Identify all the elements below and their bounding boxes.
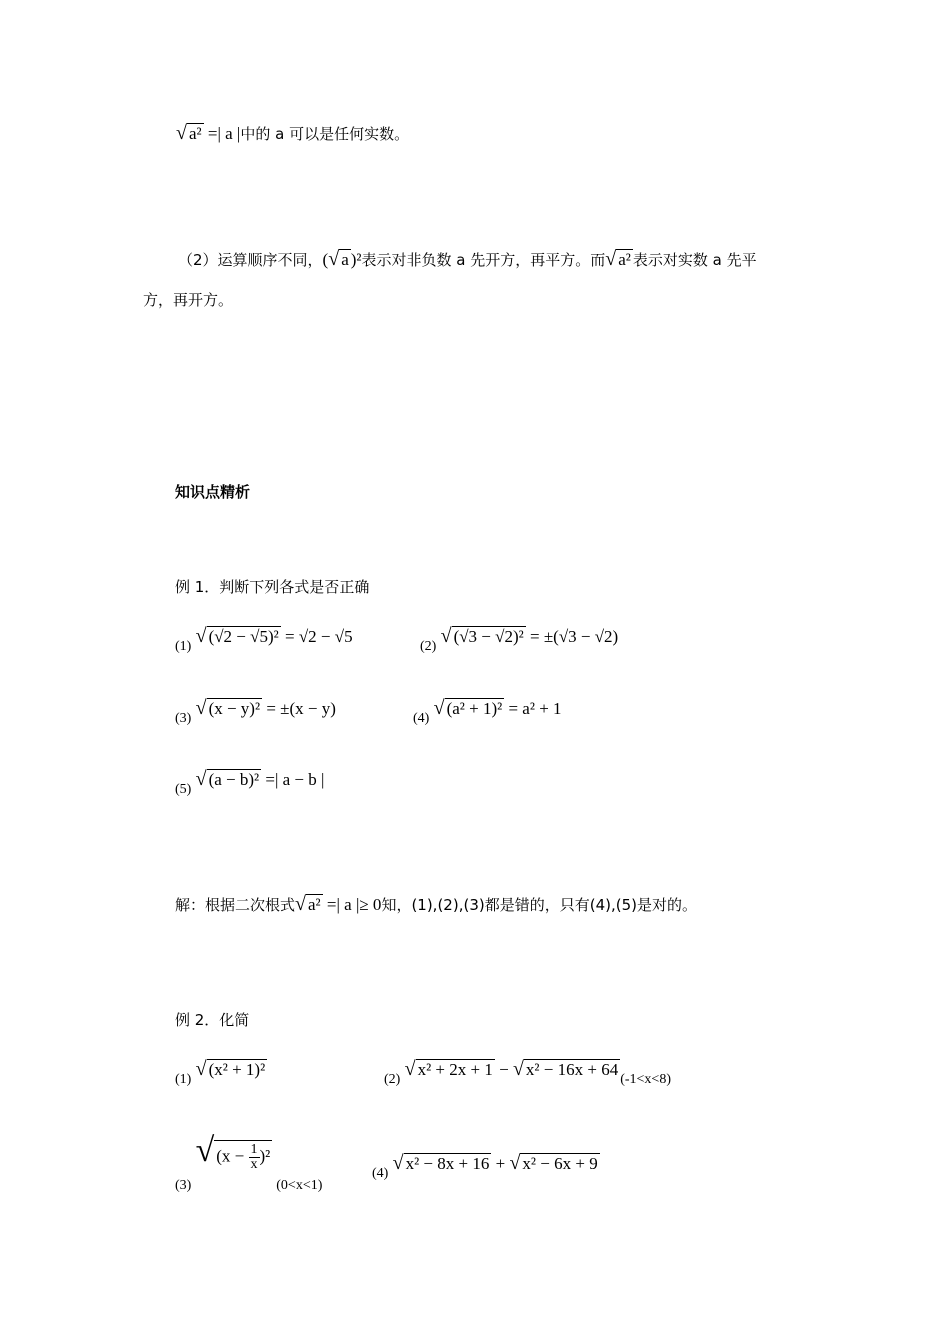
example1-item-1: $_{(1)}$ √ (√2 − √5)² = √2 − √5 [175,625,353,654]
example1-item-3: $_{(3)}$ √ (x − y)² = ±(x − y) [175,697,336,726]
formula-sqrt-a-squared: (√ a )² [322,248,362,270]
example2-item-1: $_{(1)}$ √ (x² + 1)² [175,1058,266,1087]
paragraph-2: （2）运算顺序不同，(√ a )²表示对非负数 a 先开方，再平方。而√ a² 表示对实数 a 先平 [178,248,757,270]
section-title: 知识点精析 [175,483,251,501]
example2-item-2: $_{(2)}$ √ x² + 2x + 1 − √ $x^2 - 16x + 64_{(-1<x<8)}$ [384,1058,671,1087]
example1-item-4: $_{(4)}$ √ (a² + 1)² = a² + 1 [413,697,562,726]
example1-item-2: $_{(2)}$ √ (√3 − √2)² = ±(√3 − √2) [420,625,619,654]
sqrt-formula: √ a² [176,122,202,144]
intro-line: √ a² =| a |中的 a 可以是任何实数。 [176,122,410,144]
example2-title: 例 2．化简 [175,1011,250,1029]
paragraph-2-line-2: 方，再开方。 [143,291,234,309]
solution: 解：根据二次根式√ a² =| a |≥ 0知，(1),(2),(3)都是错的，只有(4),(5)是对的。 [175,893,697,915]
example1-item-5: $_{(5)}$ √ (a − b)² =| a − b | [175,768,325,797]
example1-title: 例 1．判断下列各式是否正确 [175,578,370,596]
example2-item-4: $_{(4)}$ √ x² − 8x + 16 + √ x² − 6x + 9 [372,1152,598,1181]
formula-sqrt-of-a-squared: √ a² [605,248,631,270]
example2-item-3: $_{(3)}$ √ (x − $\frac{1}{x}$ )$^2_{(0<x<1)}$ [175,1132,323,1193]
